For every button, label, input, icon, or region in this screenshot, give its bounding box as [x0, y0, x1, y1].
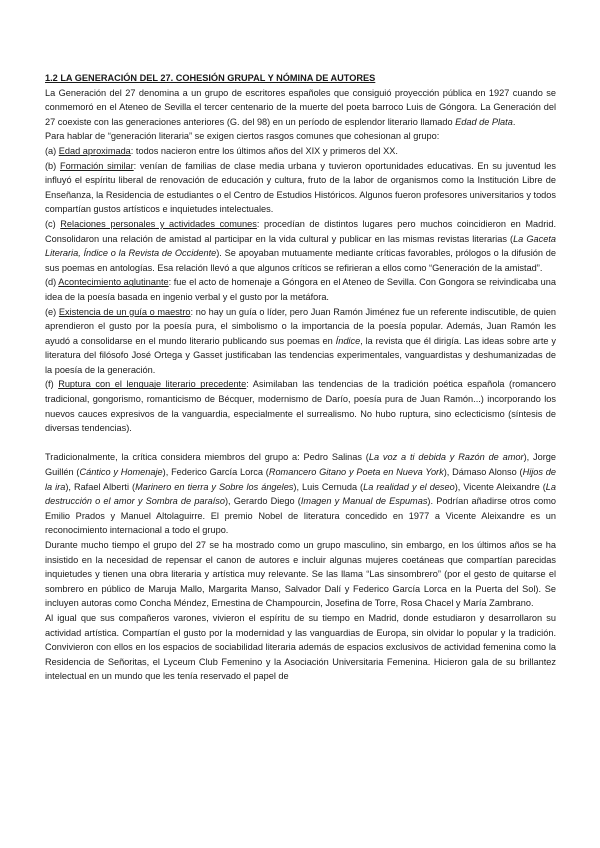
final-paragraph: Al igual que sus compañeros varones, vivieron el espíritu de su tiempo en Madrid, donde estudiaron y desarrollaron su actividad artística. Compartían el gusto por la modernidad y las vanguardias de Europa, sin olvidar lo popular y la tradición. Convivieron con ellos en los espacios de sociabilidad literaria además de espacios exclusivos de actividad femenina como la Residencia de Señoritas, el Lyceum Club Femenino y la Asociación Universitaria Femenina. Hicieron gala de su brillantez intelectual en un mundo que les tenía reservado el papel de — [45, 612, 556, 682]
members-paragraph: Tradicionalmente, la crítica considera miembros del grupo a: Pedro Salinas (La voz a ti debida y Razón de amor), Jorge Guillén (Cántico y Homenaje), Federico García Lorca (Romancero Gitano y Poeta en Nueva York), Dámaso Alonso (Hijos de la ira), Rafael Alberti (Marinero en tierra y Sobre los ángeles), Luis Cernuda (La realidad y el deseo), Vicente Aleixandre (La destrucción o el amor y Sombra de paraíso), Gerardo Diego (Imagen y Manual de Espumas). Podrían añadirse otros como Emilio Prados y Manuel Altolaguirre. El premio Nobel de literatura concedido en 1977 a Vicente Aleixandre es un reconocimiento internacional a todo el grupo. — [45, 452, 557, 536]
traits-intro: Para hablar de “generación literaria” se exigen ciertos rasgos comunes que cohesionan al grupo: — [45, 131, 440, 142]
trait-b: (b) Formación similar: venían de familias de clase media urbana y tuvieron oportunidades educativas. En su juventud les influyó el espíritu liberal de renovación de educación y cultura, fruto de la labor de organismos como la Institución Libre de Enseñanza, la Residencia de estudiantes o el Centro de Estudios Históricos. Algunos fueron profesores universitarios y todos compartían gustos artísticos e inquietudes intelectuales. — [45, 160, 557, 215]
trait-e: (e) Existencia de un guía o maestro: no hay un guía o líder, pero Juan Ramón Jiménez fue un referente indiscutible, de quien aprendieron el gusto por la poesía pura, el simbolismo o la importancia de la poesía popular. Además, Juan Ramón les ayudó a consolidarse en el mundo literario publicando sus poemas en Índice, la revista que él dirigía. Las ideas sobre arte y literatura del filósofo José Ortega y Gasset justificaban las tendencias experimentales, vanguardistas y deshumanizadas de la poesía de la generación. — [45, 306, 557, 375]
trait-a: (a) Edad aproximada: todos nacieron entre los últimos años del XIX y primeros del XX. — [45, 145, 398, 156]
trait-c: (c) Relaciones personales y actividades comunes: procedían de distintos lugares pero muchos coincidieron en Madrid. Consolidaron una relación de amistad al participar en la vida cultural y publicar en las mismas revistas literarias (La Gaceta Literaria, Índice o la Revista de Occidente). Se apoyaban mutuamente mediante críticas favorables, prólogos o la difusión de sus poemas en antologías. Esa relación llevó a que algunos críticos se refirieran a ellos como “Generación de la amistad”. — [45, 218, 556, 273]
trait-f: (f) Ruptura con el lenguaje literario precedente: Asimilaban las tendencias de la tradición poética española (romancero tradicional, gongorismo, romanticismo de Bécquer, modernismo de Darío, poesía pura de Juan Ramón...) incorporando los nuevos cauces expresivos de la vanguardia, especialmente el surrealismo. No hubo ruptura, sino eclecticismo (síntesis de diversas tendencias). — [45, 379, 556, 434]
trait-d: (d) Acontecimiento aglutinante: fue el acto de homenaje a Góngora en el Ateneo de Sevilla. Con Gongora se reivindicaba una idea de la poesía basada en ingenio verbal y el gusto por la metáfora. — [45, 277, 556, 302]
section-heading: 1.2 LA GENERACIÓN DEL 27. COHESIÓN GRUPAL Y NÓMINA DE AUTORES — [45, 73, 376, 83]
intro-paragraph: La Generación del 27 denomina a un grupo de escritores españoles que consiguió proyección pública en 1927 cuando se conmemoró en el Ateneo de Sevilla el tercer centenario de la muerte del poeta barroco Luis de Góngora. La Generación del 27 coexiste con las generaciones anteriores (G. del 98) en un período de esplendor literario llamado Edad de Plata. — [45, 87, 556, 127]
document-body — [45, 71, 556, 684]
women-paragraph: Durante mucho tiempo el grupo del 27 se ha mostrado como un grupo masculino, sin embargo, en los últimos años se ha insistido en la necesidad de repensar el canon de autores e incluir algunas mujeres coetáneas que compartían parecidas inquietudes y tienen una obra literaria y artística muy relevante. Se las llama “Las sinsombrero” (por el gesto de quitarse el sombrero en público de Maruja Mallo, Margarita Manso, Salvador Dalí y Federico García Lorca en la Puerta del Sol). Se incluyen autoras como Concha Méndez, Ernestina de Champourcin, Josefina de Torre, Rosa Chacel y María Zambrano. — [45, 540, 556, 609]
paragraph-gap — [45, 436, 556, 451]
